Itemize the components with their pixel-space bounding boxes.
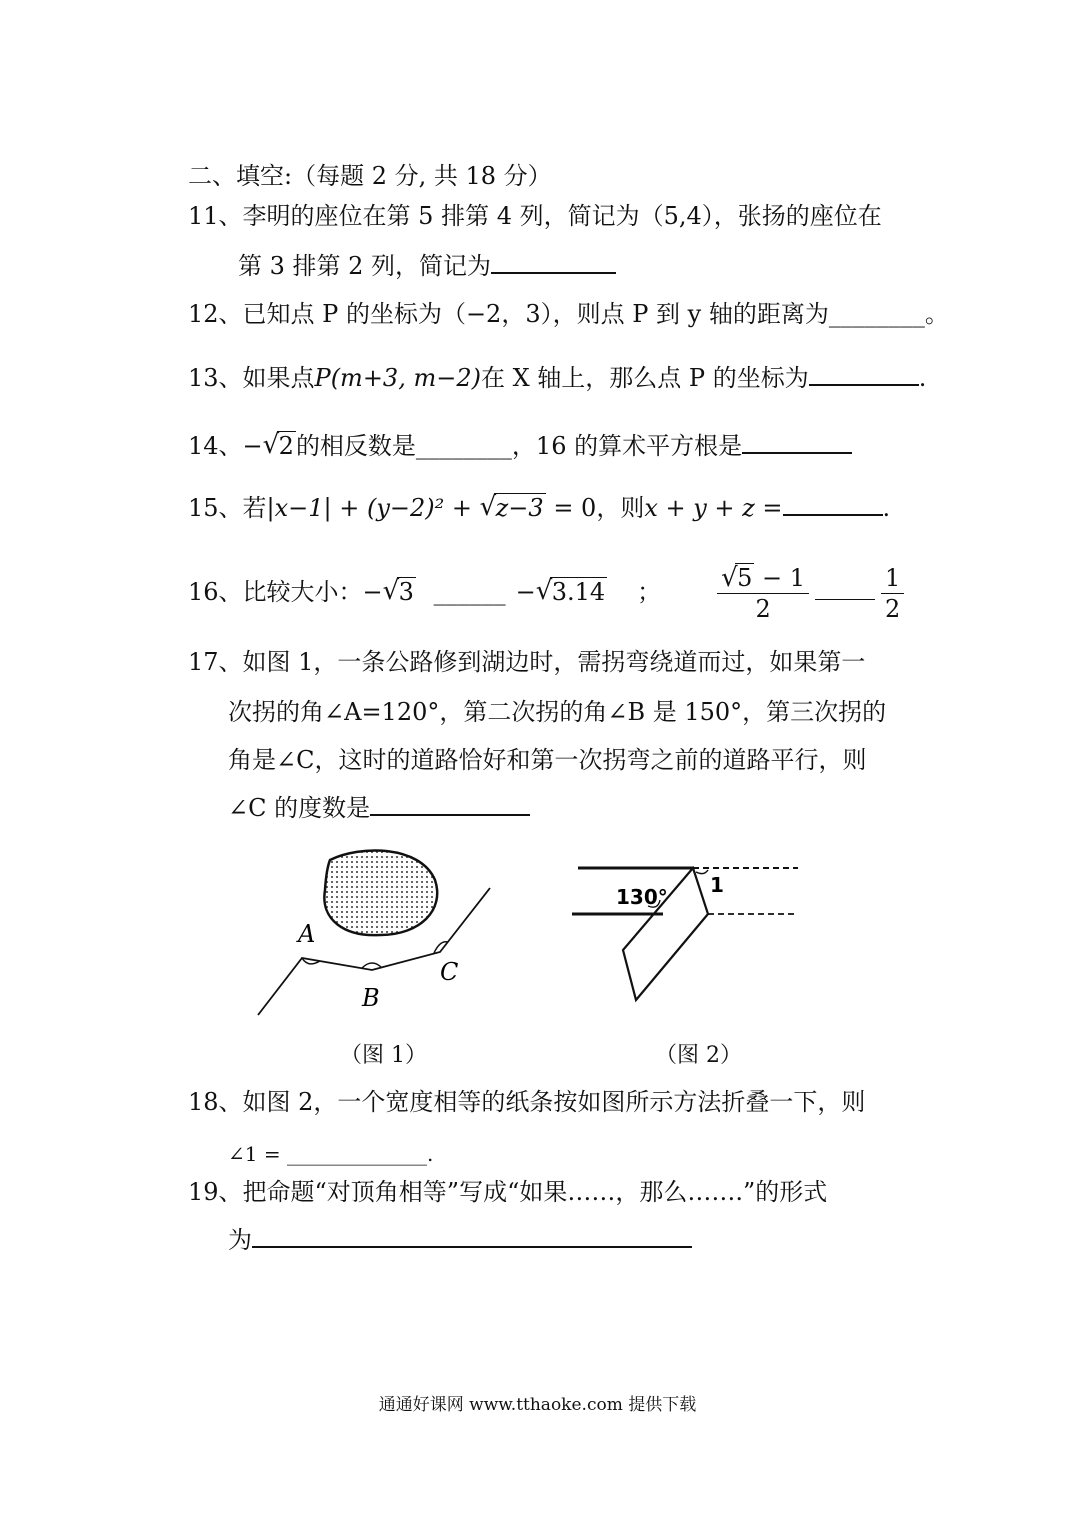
label-1: 1 <box>710 873 724 897</box>
q16-prefix: 16、比较大小： <box>188 578 363 606</box>
q15-prefix: 15、若 <box>188 494 267 522</box>
q17-line4-text: ∠C 的度数是 <box>228 794 371 822</box>
q17-line4 <box>228 792 530 824</box>
q16-frac2-den: 2 <box>885 595 901 623</box>
q15-middle: ，则 <box>596 494 645 522</box>
q13 <box>188 362 926 394</box>
q17-answer-blank[interactable] <box>370 792 530 816</box>
q11-line2-text: 第 3 排第 2 列，简记为 <box>238 252 492 280</box>
q19-answer-blank[interactable] <box>252 1224 692 1248</box>
q16-frac1: √ 5 − 1 2 <box>717 563 809 624</box>
q11-answer-blank[interactable] <box>491 250 616 274</box>
q14-prefix: 14、 <box>188 432 243 460</box>
q13-math: P(m+3, m−2) <box>314 364 481 392</box>
q17-line3: 角是∠C，这时的道路恰好和第一次拐弯之前的道路平行，则 <box>228 746 867 774</box>
q19-line1: 19、把命题“对顶角相等”写成“如果……，那么…….”的形式 <box>188 1178 828 1206</box>
q15-radicand: z−3 <box>495 494 544 522</box>
q16-a-sign: − <box>362 578 383 606</box>
q14-sqrt: √ 2 <box>262 430 294 460</box>
q16 <box>188 560 910 624</box>
q16-b-radicand: 3.14 <box>551 578 606 606</box>
q15-math-end: = 0 <box>545 494 597 522</box>
angle-1-arc <box>696 870 708 874</box>
q16-a-radicand: 3 <box>398 578 414 606</box>
angle-130-label: 130° <box>616 885 668 909</box>
q18-line2: ∠1 = ______________. <box>228 1142 434 1166</box>
q19-line2 <box>228 1224 692 1256</box>
q12-text: 12、已知点 P 的坐标为（−2，3），则点 P 到 y 轴的距离为________。 <box>188 300 949 328</box>
q15-math: |x−1| + (y−2)² + <box>266 494 480 522</box>
q16-frac1-den: 2 <box>755 595 771 623</box>
label-c: C <box>440 958 459 986</box>
q16-frac1-radicand: 5 <box>737 564 753 592</box>
q19-line2-text: 为 <box>228 1226 252 1254</box>
footer: 通通好课网 www.tthaoke.com 提供下载 <box>378 1395 697 1415</box>
q14-middle: 的相反数是________，16 的算术平方根是 <box>295 432 743 460</box>
section-header: 二、填空:（每题 2 分, 共 18 分） <box>188 162 552 190</box>
q11-line2 <box>238 250 616 282</box>
q16-b-sqrt: √ 3.14 <box>535 576 606 606</box>
lake-shape <box>324 850 437 935</box>
q16-semicolon: ； <box>637 578 662 606</box>
q15-expr: x + y + z = <box>644 494 783 522</box>
q13-answer-blank[interactable] <box>809 362 919 386</box>
q13-prefix: 13、如果点 <box>188 364 315 392</box>
q14 <box>188 430 852 462</box>
q16-frac2 <box>881 563 904 624</box>
q18-line1: 18、如图 2，一个宽度相等的纸条按如图所示方法折叠一下，则 <box>188 1088 866 1116</box>
q16-blank1[interactable]: ______ <box>433 578 506 606</box>
q16-b-sign: − <box>515 578 536 606</box>
figure-2-caption: （图 2） <box>655 1043 742 1068</box>
q16-frac1-num-rest: − 1 <box>754 564 806 592</box>
figure-1-road-lake <box>250 840 510 1025</box>
figure-2-folded-strip <box>568 860 808 1010</box>
q16-a-sqrt: √ 3 <box>382 576 414 606</box>
q13-end: . <box>918 364 927 392</box>
q17-line2: 次拐的角∠A=120°，第二次拐的角∠B 是 150°，第三次拐的 <box>228 698 887 726</box>
label-a: A <box>298 920 316 948</box>
q14-answer-blank[interactable] <box>742 430 852 454</box>
figure-1-caption: （图 1） <box>340 1043 427 1068</box>
q15-sqrt: √ z−3 <box>479 492 544 522</box>
q13-suffix: 在 X 轴上，那么点 P 的坐标为 <box>480 364 809 392</box>
q16-blank2[interactable] <box>815 569 875 600</box>
label-b: B <box>362 984 380 1012</box>
q11-line1: 11、李明的座位在第 5 排第 4 列，简记为（5,4），张扬的座位在 <box>188 202 882 230</box>
q15-end: . <box>882 494 891 522</box>
q16-frac2-num: 1 <box>881 563 904 594</box>
q14-radicand: 2 <box>278 432 294 460</box>
q17-line1: 17、如图 1，一条公路修到湖边时，需拐弯绕道而过，如果第一 <box>188 648 866 676</box>
q15-answer-blank[interactable] <box>783 492 883 516</box>
q14-neg: − <box>242 432 263 460</box>
q15 <box>188 492 890 524</box>
